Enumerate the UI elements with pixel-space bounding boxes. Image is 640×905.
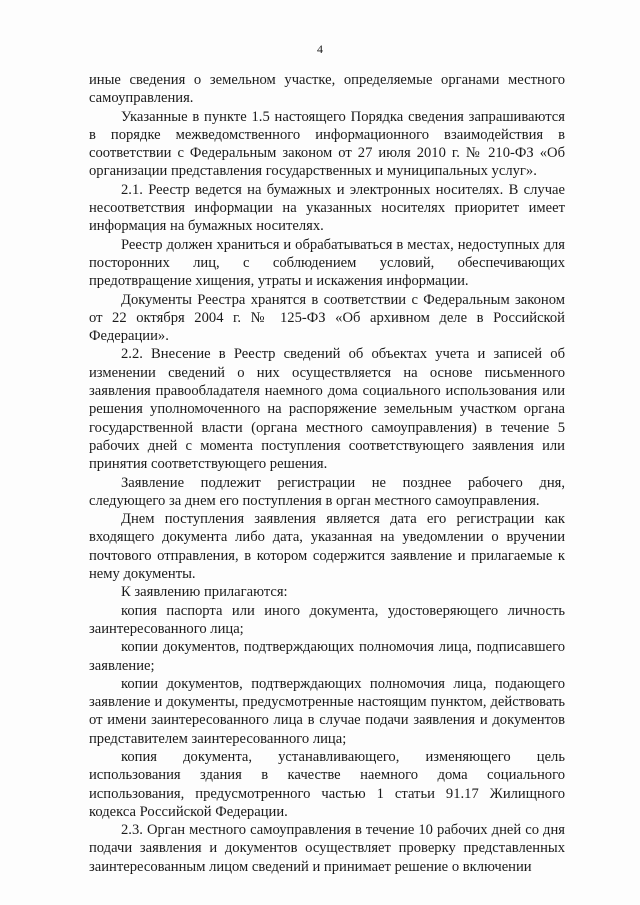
document-body (89, 71, 565, 876)
list-item: копия паспорта или иного документа, удостоверяющего личность заинтересованного лица; (89, 602, 565, 637)
paragraph: К заявлению прилагаются: (121, 584, 288, 601)
paragraph: Документы Реестра хранятся в соответствии с Федеральным законом от 22 октября 2004 г. № 125-ФЗ «Об архивном деле в Российской Федерации». (89, 291, 565, 345)
list-item: копии документов, подтверждающих полномочия лица, подающего заявление и документы, предусмотренные настоящим пунктом, действовать от имени заинтересованного лица в случае подачи заявления и документов представителем заинтересованного лица; (89, 675, 565, 747)
paragraph: иные сведения о земельном участке, определяемые органами местного самоуправления. (89, 72, 565, 107)
paragraph: Указанные в пункте 1.5 настоящего Порядка сведения запрашиваются в порядке межведомственного информационного взаимодействия в соответствии с Федеральным законом от 27 июля 2010 г. № 210-ФЗ «Об организации представления государственных и муниципальных услуг». (89, 108, 565, 180)
paragraph: Заявление подлежит регистрации не позднее рабочего дня, следующего за днем его поступления в орган местного самоуправления. (89, 474, 565, 509)
paragraph: 2.2. Внесение в Реестр сведений об объектах учета и записей об изменении сведений о них осуществляется на основе письменного заявления правообладателя наемного дома социального использования или решения уполномоченного на распоряжение земельным участком органа государственной власти (органа местного самоуправления) в течение 5 рабочих дней с момента поступления соответствующего заявления или принятия соответствующего решения. (89, 346, 565, 473)
paragraph: 2.3. Орган местного самоуправления в течение 10 рабочих дней со дня подачи заявления и документов осуществляет проверку представленных заинтересованным лицом сведений и принимает решение о включении (89, 822, 565, 875)
page-number: 4 (317, 42, 323, 56)
paragraph: Днем поступления заявления является дата его регистрации как входящего документа либо дата, указанная на уведомлении о вручении почтового отправления, в котором содержится заявление и прилагаемые к нему документы. (89, 511, 565, 583)
list-item: копия документа, устанавливающего, изменяющего цель использования здания в качестве наемного дома социального использования, предусмотренного частью 1 статьи 91.17 Жилищного кодекса Российской Федерации. (89, 748, 565, 820)
paragraph: 2.1. Реестр ведется на бумажных и электронных носителях. В случае несоответствия информации на указанных носителях приоритет имеет информация на бумажных носителях. (89, 181, 565, 235)
paragraph: Реестр должен храниться и обрабатываться в местах, недоступных для посторонних лиц, с соблюдением условий, обеспечивающих предотвращение хищения, утраты и искажения информации. (89, 236, 565, 290)
list-item: копии документов, подтверждающих полномочия лица, подписавшего заявление; (89, 639, 565, 674)
